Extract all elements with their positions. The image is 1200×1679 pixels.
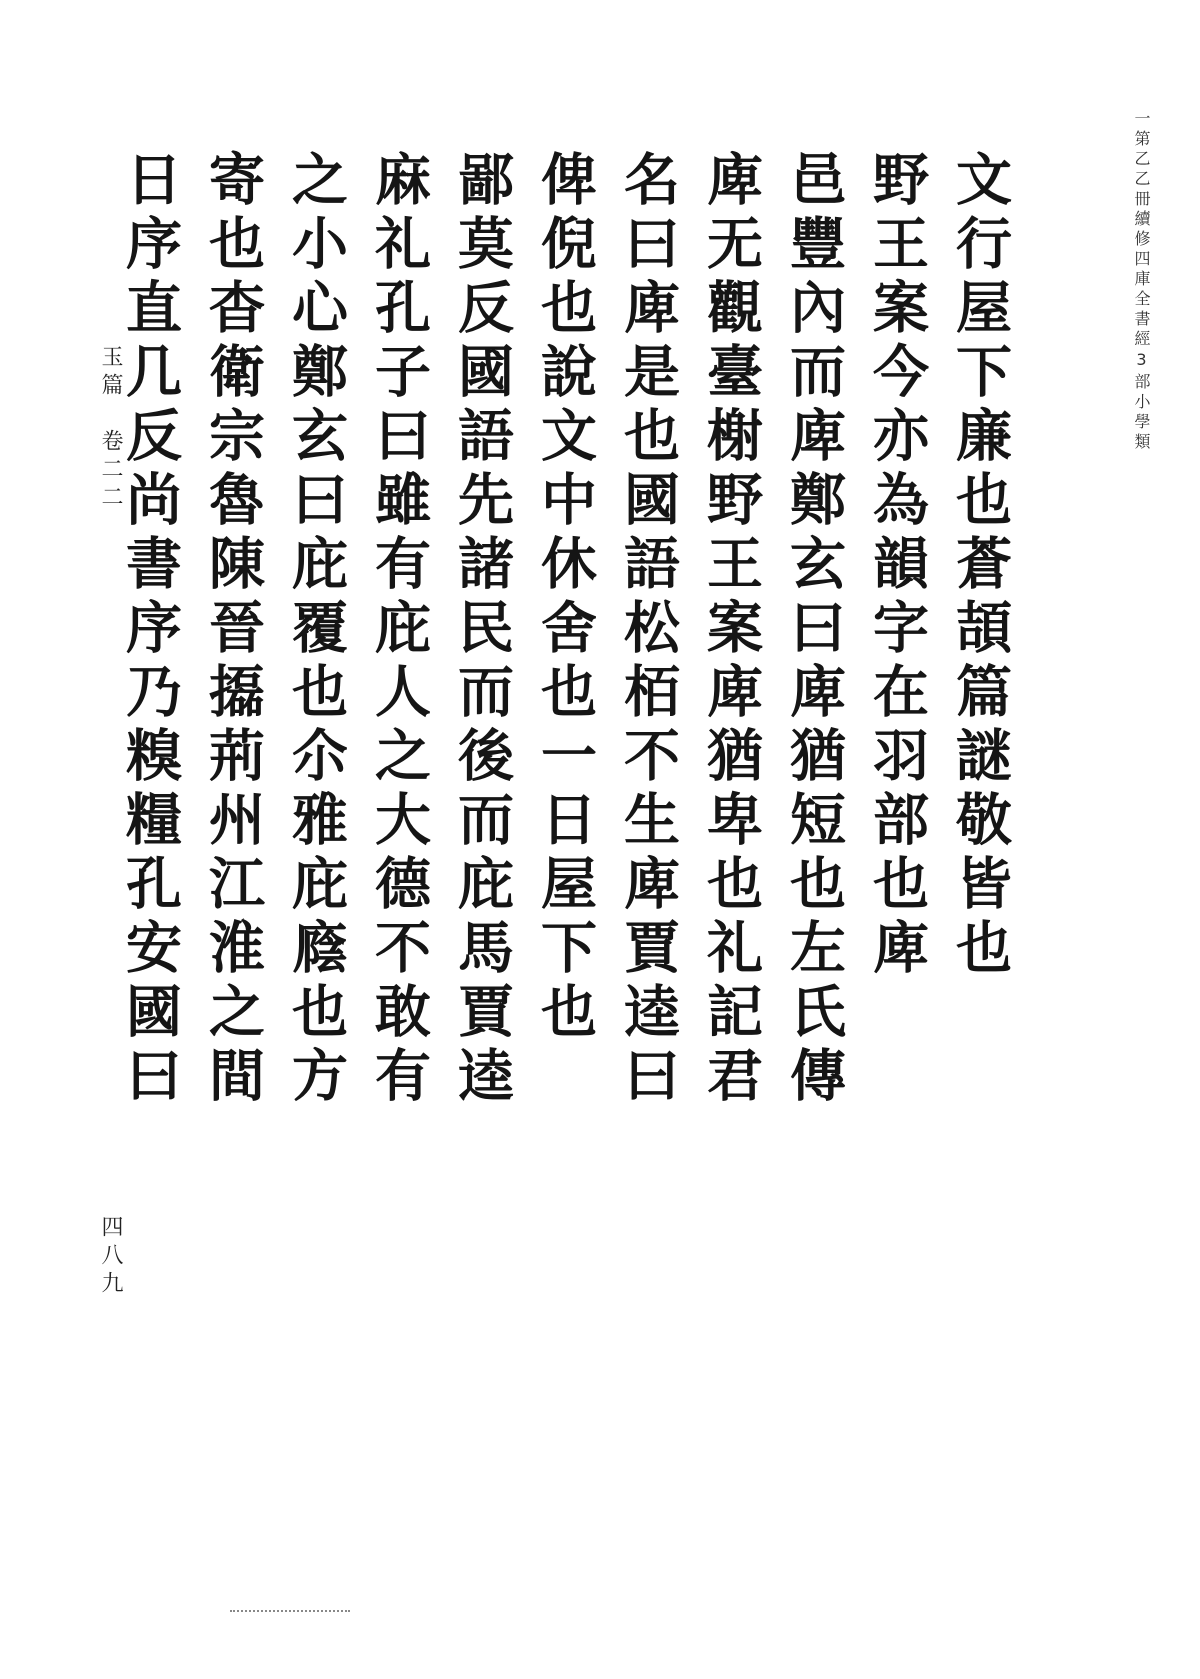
text-column-7: 鄙莫反國語先諸民而後而庇馬賈逵 xyxy=(449,150,515,1110)
text-column-8: 麻礼孔子曰雖有庇人之大德不敢有 xyxy=(366,150,432,1110)
page-number: 四八九 xyxy=(98,1215,123,1299)
edge-note: 一第乙乙冊續修四庫全書經3部小學類 xyxy=(1132,110,1151,453)
bottom-scan-mark xyxy=(230,1610,350,1615)
text-column-11: 日序直几反尚書序乃糗糧孔安國曰 xyxy=(117,150,183,1110)
text-column-3: 邑豐內而庳鄭玄曰庳猶短也左氏傳 xyxy=(781,150,847,1110)
book-title: 玉篇 卷二二 xyxy=(98,345,123,513)
text-column-5: 名曰庳是也國語松栢不生庳賈逵曰 xyxy=(615,150,681,1110)
text-column-10: 寄也杳衛宗魯陳晉㩡荊州江淮之間 xyxy=(200,150,266,1110)
text-column-1: 文行屋下廉也蒼頡篇謎敬皆也 xyxy=(947,150,1013,982)
text-column-2: 野王案今亦為韻字在羽部也庳 xyxy=(864,150,930,982)
text-column-6: 俾倪也說文中休舍也一日屋下也 xyxy=(532,150,598,1046)
text-column-9: 之小心鄭玄曰庇覆也尒雅庇廕也方 xyxy=(283,150,349,1110)
text-column-4: 庳无觀臺榭野王案庳猶卑也礼記君 xyxy=(698,150,764,1110)
